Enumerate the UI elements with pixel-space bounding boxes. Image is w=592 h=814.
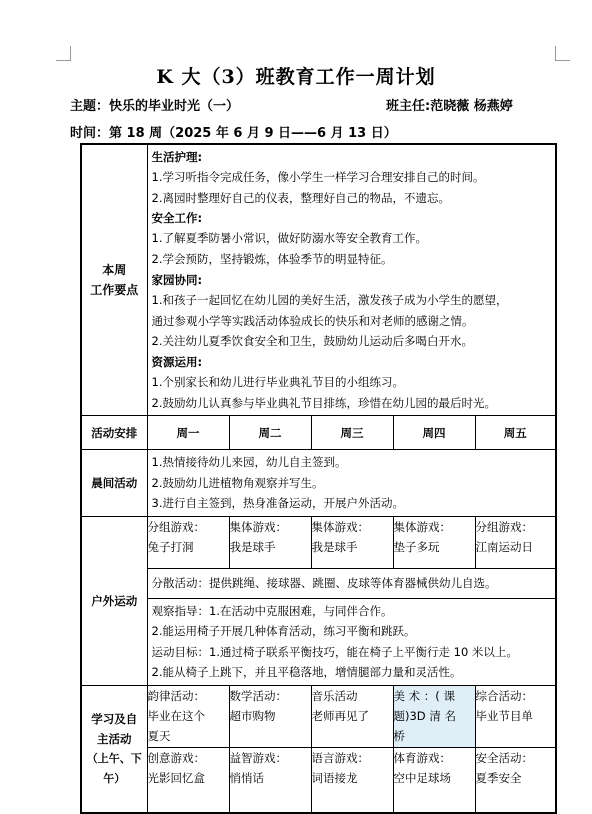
morning-activity-content	[147, 450, 556, 517]
outdoor-activity-label: 户外运动	[81, 516, 147, 685]
section-heading-care: 生活护理:	[151, 150, 203, 164]
list-item: 1.学习听指令完成任务，像小学生一样学习合理安排自己的时间。	[151, 170, 485, 184]
study-tuesday-am: 数学活动： 超市购物	[229, 685, 311, 747]
outdoor-game-tuesday: 集体游戏： 我是球手	[229, 516, 311, 568]
list-item: 3.进行自主签到，热身准备运动，开展户外活动。	[151, 496, 404, 511]
weekly-focus-label: 本周	[102, 263, 127, 278]
list-item: 2.关注幼儿夏季饮食安全和卫生，鼓励幼儿运动后多喝白开水。	[151, 334, 473, 349]
day-thursday: 周四	[393, 416, 475, 450]
list-item: 2.鼓励幼儿认真参与毕业典礼节目排练，珍惜在幼儿园的最后时光。	[151, 395, 496, 410]
document-title: K 大（3）班教育工作一周计划	[156, 66, 436, 88]
study-friday-am: 综合活动： 毕业节目单	[475, 685, 556, 747]
list-item: 观察指导：1.在活动中克服困难，与同伴合作。	[151, 603, 393, 618]
outdoor-game-monday: 分组游戏： 兔子打洞	[147, 516, 229, 568]
list-item: 2.学会预防，坚持锻炼，体验季节的明显特征。	[151, 252, 393, 267]
list-item: 2.能从椅子上跳下，并且平稳落地，增情腿部力量和灵活性。	[151, 665, 462, 680]
list-item: 1.和孩子一起回忆在幼儿园的美好生活，激发孩子成为小学生的愿望，	[151, 292, 508, 307]
list-item: 通过参观小学等实践活动体验成长的快乐和对老师的感谢之情。	[151, 313, 474, 328]
study-wednesday-pm: 语言游戏： 词语接龙	[311, 747, 393, 813]
section-heading-resources: 资源运用:	[151, 354, 203, 369]
study-tuesday-pm: 益智游戏： 悄悄话	[229, 747, 311, 813]
outdoor-free-play: 分散活动：提供跳绳、接球器、跳圈、皮球等体育器械供幼儿自选。	[147, 568, 556, 598]
section-heading-safety: 安全工作:	[151, 211, 203, 226]
list-item: 2.离园时整理好自己的仪表，整理好自己的物品，不遗忘。	[151, 190, 450, 205]
list-item: 1.热情接待幼儿来园，幼儿自主签到。	[151, 455, 347, 470]
day-friday: 周五	[475, 416, 556, 450]
page-corner-mark-left	[56, 46, 71, 61]
study-friday-pm: 安全活动： 夏季安全	[475, 747, 556, 813]
study-wednesday-am: 音乐活动 老师再见了	[311, 685, 393, 747]
list-item: 1.个别家长和幼儿进行毕业典礼节目的小组练习。	[151, 374, 404, 389]
section-heading-home-school: 家园协同:	[151, 272, 203, 287]
outdoor-game-wednesday: 集体游戏： 我是球手	[311, 516, 393, 568]
list-item: 2.能运用椅子开展几种体育活动，练习平衡和跳跃。	[151, 624, 416, 639]
outdoor-game-friday: 分组游戏： 江南运动日	[475, 516, 556, 568]
day-tuesday: 周二	[229, 416, 311, 450]
page-corner-mark-right	[555, 46, 570, 61]
time-line: 时间：第 18 周（2025 年 6 月 9 日——6 月 13 日）	[70, 126, 397, 141]
study-thursday-pm: 体育游戏： 空中足球场	[393, 747, 475, 813]
study-monday-am: 韵律活动： 毕业在这个 夏天	[147, 685, 229, 747]
activity-schedule-label: 活动安排	[81, 416, 147, 450]
outdoor-guidance-notes	[147, 598, 556, 685]
list-item: 1.了解夏季防暑小常识，做好防溺水等安全教育工作。	[151, 231, 427, 246]
list-item: 2.鼓励幼儿进植物角观察并写生。	[151, 475, 324, 490]
weekly-focus-label-cell: 本周 工作要点	[81, 144, 147, 416]
teacher-line: 班主任:范晓薇 杨燕婷	[386, 99, 513, 114]
theme-line: 主题：快乐的毕业时光（一）	[70, 99, 240, 114]
day-monday: 周一	[147, 416, 229, 450]
morning-activity-label: 晨间活动	[81, 450, 147, 517]
study-monday-pm: 创意游戏： 光影回忆盒	[147, 747, 229, 813]
weekly-plan-table	[80, 143, 557, 814]
day-wednesday: 周三	[311, 416, 393, 450]
study-thursday-am: 美 术 ：( 课 题)3D 清 名 桥	[393, 685, 475, 747]
outdoor-game-thursday: 集体游戏： 垫子多玩	[393, 516, 475, 568]
list-item: 运动目标：1.通过椅子联系平衡技巧，能在椅子上平衡行走 10 米以上。	[151, 644, 518, 659]
weekly-focus-content	[147, 144, 556, 416]
study-activity-label: 学习及自 主活动 （上午、下 午）	[81, 685, 147, 813]
